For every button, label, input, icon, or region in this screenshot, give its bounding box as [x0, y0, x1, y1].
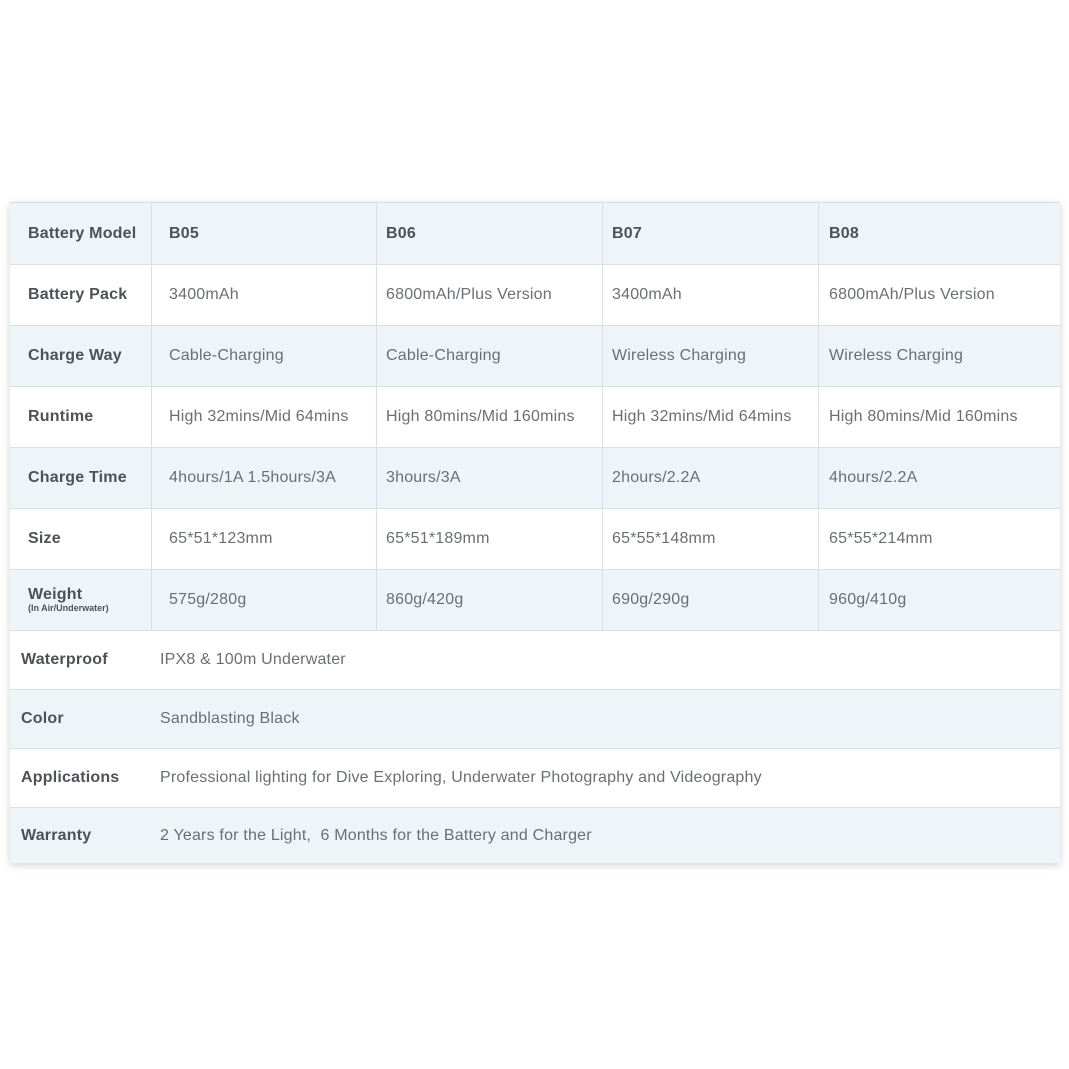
cell-b06: 65*51*189mm	[386, 530, 490, 547]
cell-b06: 3hours/3A	[386, 469, 461, 486]
row-label: Size	[28, 530, 61, 547]
cell-wide-value: Sandblasting Black	[160, 710, 300, 727]
cell-b08: 4hours/2.2A	[829, 469, 918, 486]
cell-b08: High 80mins/Mid 160mins	[829, 408, 1018, 425]
table-row	[10, 265, 1060, 326]
cell-b07: 2hours/2.2A	[612, 469, 701, 486]
cell-b06: 6800mAh/Plus Version	[386, 286, 552, 303]
row-label: Color	[21, 710, 64, 727]
table-row	[10, 448, 1060, 509]
table-row	[10, 749, 1060, 808]
cell-b06: High 80mins/Mid 160mins	[386, 408, 575, 425]
cell-wide-value: IPX8 & 100m Underwater	[160, 651, 346, 668]
header-model-b05: B05	[169, 224, 199, 242]
row-label: Battery Pack	[28, 286, 128, 303]
row-label: Charge Time	[28, 469, 127, 486]
cell-b05: High 32mins/Mid 64mins	[169, 408, 349, 425]
table-header-row	[10, 203, 1060, 265]
cell-wide-value: 2 Years for the Light, 6 Months for the Battery and Charger	[160, 826, 592, 844]
cell-wide-value: Professional lighting for Dive Exploring, Underwater Photography and Videography	[160, 769, 762, 786]
cell-b08: 960g/410g	[829, 591, 907, 608]
row-label: Applications	[21, 769, 120, 786]
cell-b07: 3400mAh	[612, 286, 682, 303]
cell-b05: Cable-Charging	[169, 347, 284, 364]
cell-b07: High 32mins/Mid 64mins	[612, 408, 792, 425]
row-label: Runtime	[28, 408, 94, 425]
cell-b07: 690g/290g	[612, 591, 690, 608]
cell-b07: 65*55*148mm	[612, 530, 716, 547]
table-row	[10, 690, 1060, 749]
row-label: Charge Way	[28, 347, 122, 364]
table-row	[10, 808, 1060, 863]
header-model-b07: B07	[612, 224, 642, 242]
table-row	[10, 509, 1060, 570]
row-label: Warranty	[21, 826, 92, 844]
cell-b05: 65*51*123mm	[169, 530, 273, 547]
cell-b08: 65*55*214mm	[829, 530, 933, 547]
cell-b07: Wireless Charging	[612, 347, 747, 364]
table-row	[10, 570, 1060, 631]
table-row	[10, 387, 1060, 448]
header-model-b08: B08	[829, 224, 859, 242]
row-label-weight	[28, 570, 150, 630]
cell-b05: 4hours/1A 1.5hours/3A	[169, 469, 336, 486]
cell-b05: 575g/280g	[169, 591, 247, 608]
header-label-battery-model: Battery Model	[28, 224, 137, 242]
cell-b06: 860g/420g	[386, 591, 464, 608]
row-sublabel: (In Air/Underwater)	[28, 602, 109, 613]
header-model-b06: B06	[386, 224, 416, 242]
cell-b08: Wireless Charging	[829, 347, 964, 364]
cell-b08: 6800mAh/Plus Version	[829, 286, 995, 303]
table-row	[10, 326, 1060, 387]
row-label: Weight	[28, 585, 83, 603]
table-row	[10, 631, 1060, 690]
cell-b06: Cable-Charging	[386, 347, 501, 364]
cell-b05: 3400mAh	[169, 286, 239, 303]
row-label: Waterproof	[21, 651, 108, 668]
battery-spec-table	[10, 202, 1060, 863]
